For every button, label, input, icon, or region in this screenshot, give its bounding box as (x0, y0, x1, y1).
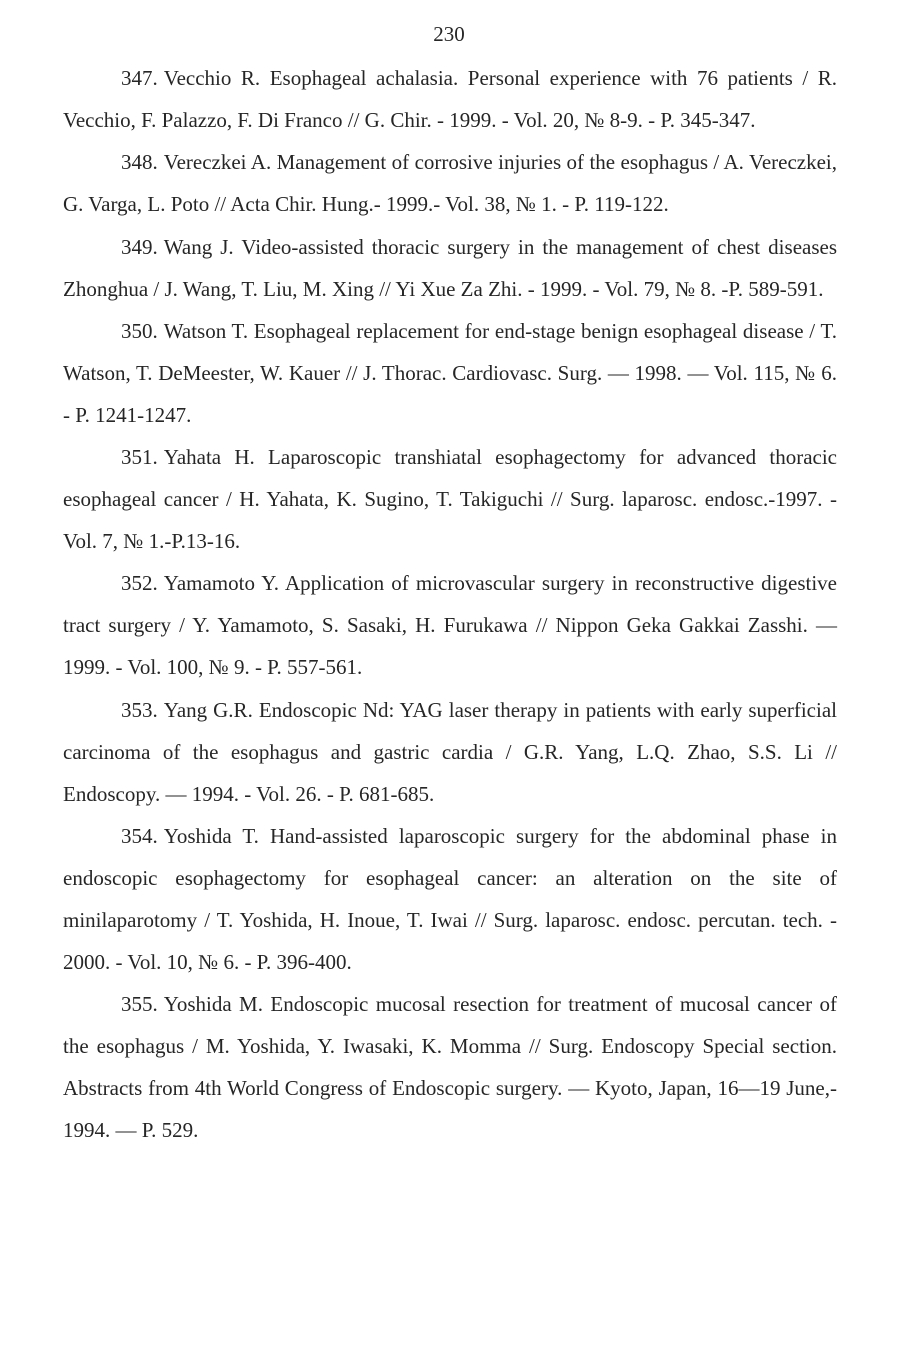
reference-item (63, 815, 837, 983)
reference-number: 353. (121, 697, 158, 722)
reference-number: 347. (121, 66, 158, 90)
reference-number: 355. (121, 992, 158, 1017)
reference-item (63, 226, 837, 310)
page-number: 230 (433, 22, 465, 46)
reference-text: Yang G.R. Endoscopic Nd: YAG laser therapy in patients with early superficial carcinoma of the esophagus and gastric cardia / G.R. Yang, L.Q. Zhao, S.S. Li // Endoscopy. — 1994. - Vol. 26. - P. 681-685. (63, 697, 837, 806)
reference-number: 349. (121, 234, 158, 259)
reference-item (63, 689, 837, 815)
reference-text: Watson T. Esophageal replacement for end-stage benign esophageal disease / T. Watson, T. DeMeester, W. Kauer // J. Thorac. Cardiovasc. Surg. — 1998. — Vol. 115, № 6. - P. 1241-1247. (63, 318, 837, 427)
reference-item (63, 57, 837, 141)
reference-item (63, 436, 837, 562)
reference-item (63, 141, 837, 225)
reference-list (63, 57, 837, 1152)
reference-text: Vecchio R. Esophageal achalasia. Personal experience with 76 patients / R. Vecchio, F. Palazzo, F. Di Franco // G. Chir. - 1999. - Vol. 20, № 8-9. - P. 345-347. (63, 66, 837, 132)
reference-number: 352. (121, 571, 158, 596)
reference-text: Yahata H. Laparoscopic transhiatal esophagectomy for advanced thoracic esophageal cancer / H. Yahata, K. Sugino, T. Takiguchi // Surg. laparosc. endosc.-1997. - Vol. 7, № 1.-P.13-16. (63, 445, 837, 554)
reference-number: 351. (121, 445, 158, 470)
reference-item (63, 310, 837, 436)
reference-text: Wang J. Video-assisted thoracic surgery in the management of chest diseases Zhonghua / J. Wang, T. Liu, M. Xing // Yi Xue Za Zhi. - 1999. - Vol. 79, № 8. -P. 589-591. (63, 234, 837, 301)
reference-text: Vereczkei A. Management of corrosive injuries of the esophagus / A. Vereczkei, G. Varga, L. Poto // Acta Chir. Hung.- 1999.- Vol. 38, № 1. - P. 119-122. (63, 150, 837, 217)
reference-number: 350. (121, 318, 158, 343)
reference-text: Yoshida T. Hand-assisted laparoscopic surgery for the abdominal phase in endoscopic esophagectomy for esophageal cancer: an alteration on the site of minilaparotomy / T. Yoshida, H. Inoue, T. Iwai // Surg. laparosc. endosc. percutan. tech. - 2000. - Vol. 10, № 6. - P. 396-400. (63, 824, 837, 975)
reference-item (63, 562, 837, 688)
reference-number: 348. (121, 150, 158, 175)
reference-text: Yamamoto Y. Application of microvascular surgery in reconstructive digestive tract surgery / Y. Yamamoto, S. Sasaki, H. Furukawa // Nippon Geka Gakkai Zasshi. — 1999. - Vol. 100, № 9. - P. 557-561. (63, 571, 837, 680)
reference-text: Yoshida M. Endoscopic mucosal resection for treatment of mucosal cancer of the esophagus / M. Yoshida, Y. Iwasaki, K. Momma // Surg. Endoscopy Special section. Abstracts from 4th World Congress of Endoscopic surgery. — Kyoto, Japan, 16—19 June,- 1994. — P. 529. (63, 992, 837, 1143)
reference-number: 354. (121, 824, 158, 849)
reference-item (63, 983, 837, 1151)
